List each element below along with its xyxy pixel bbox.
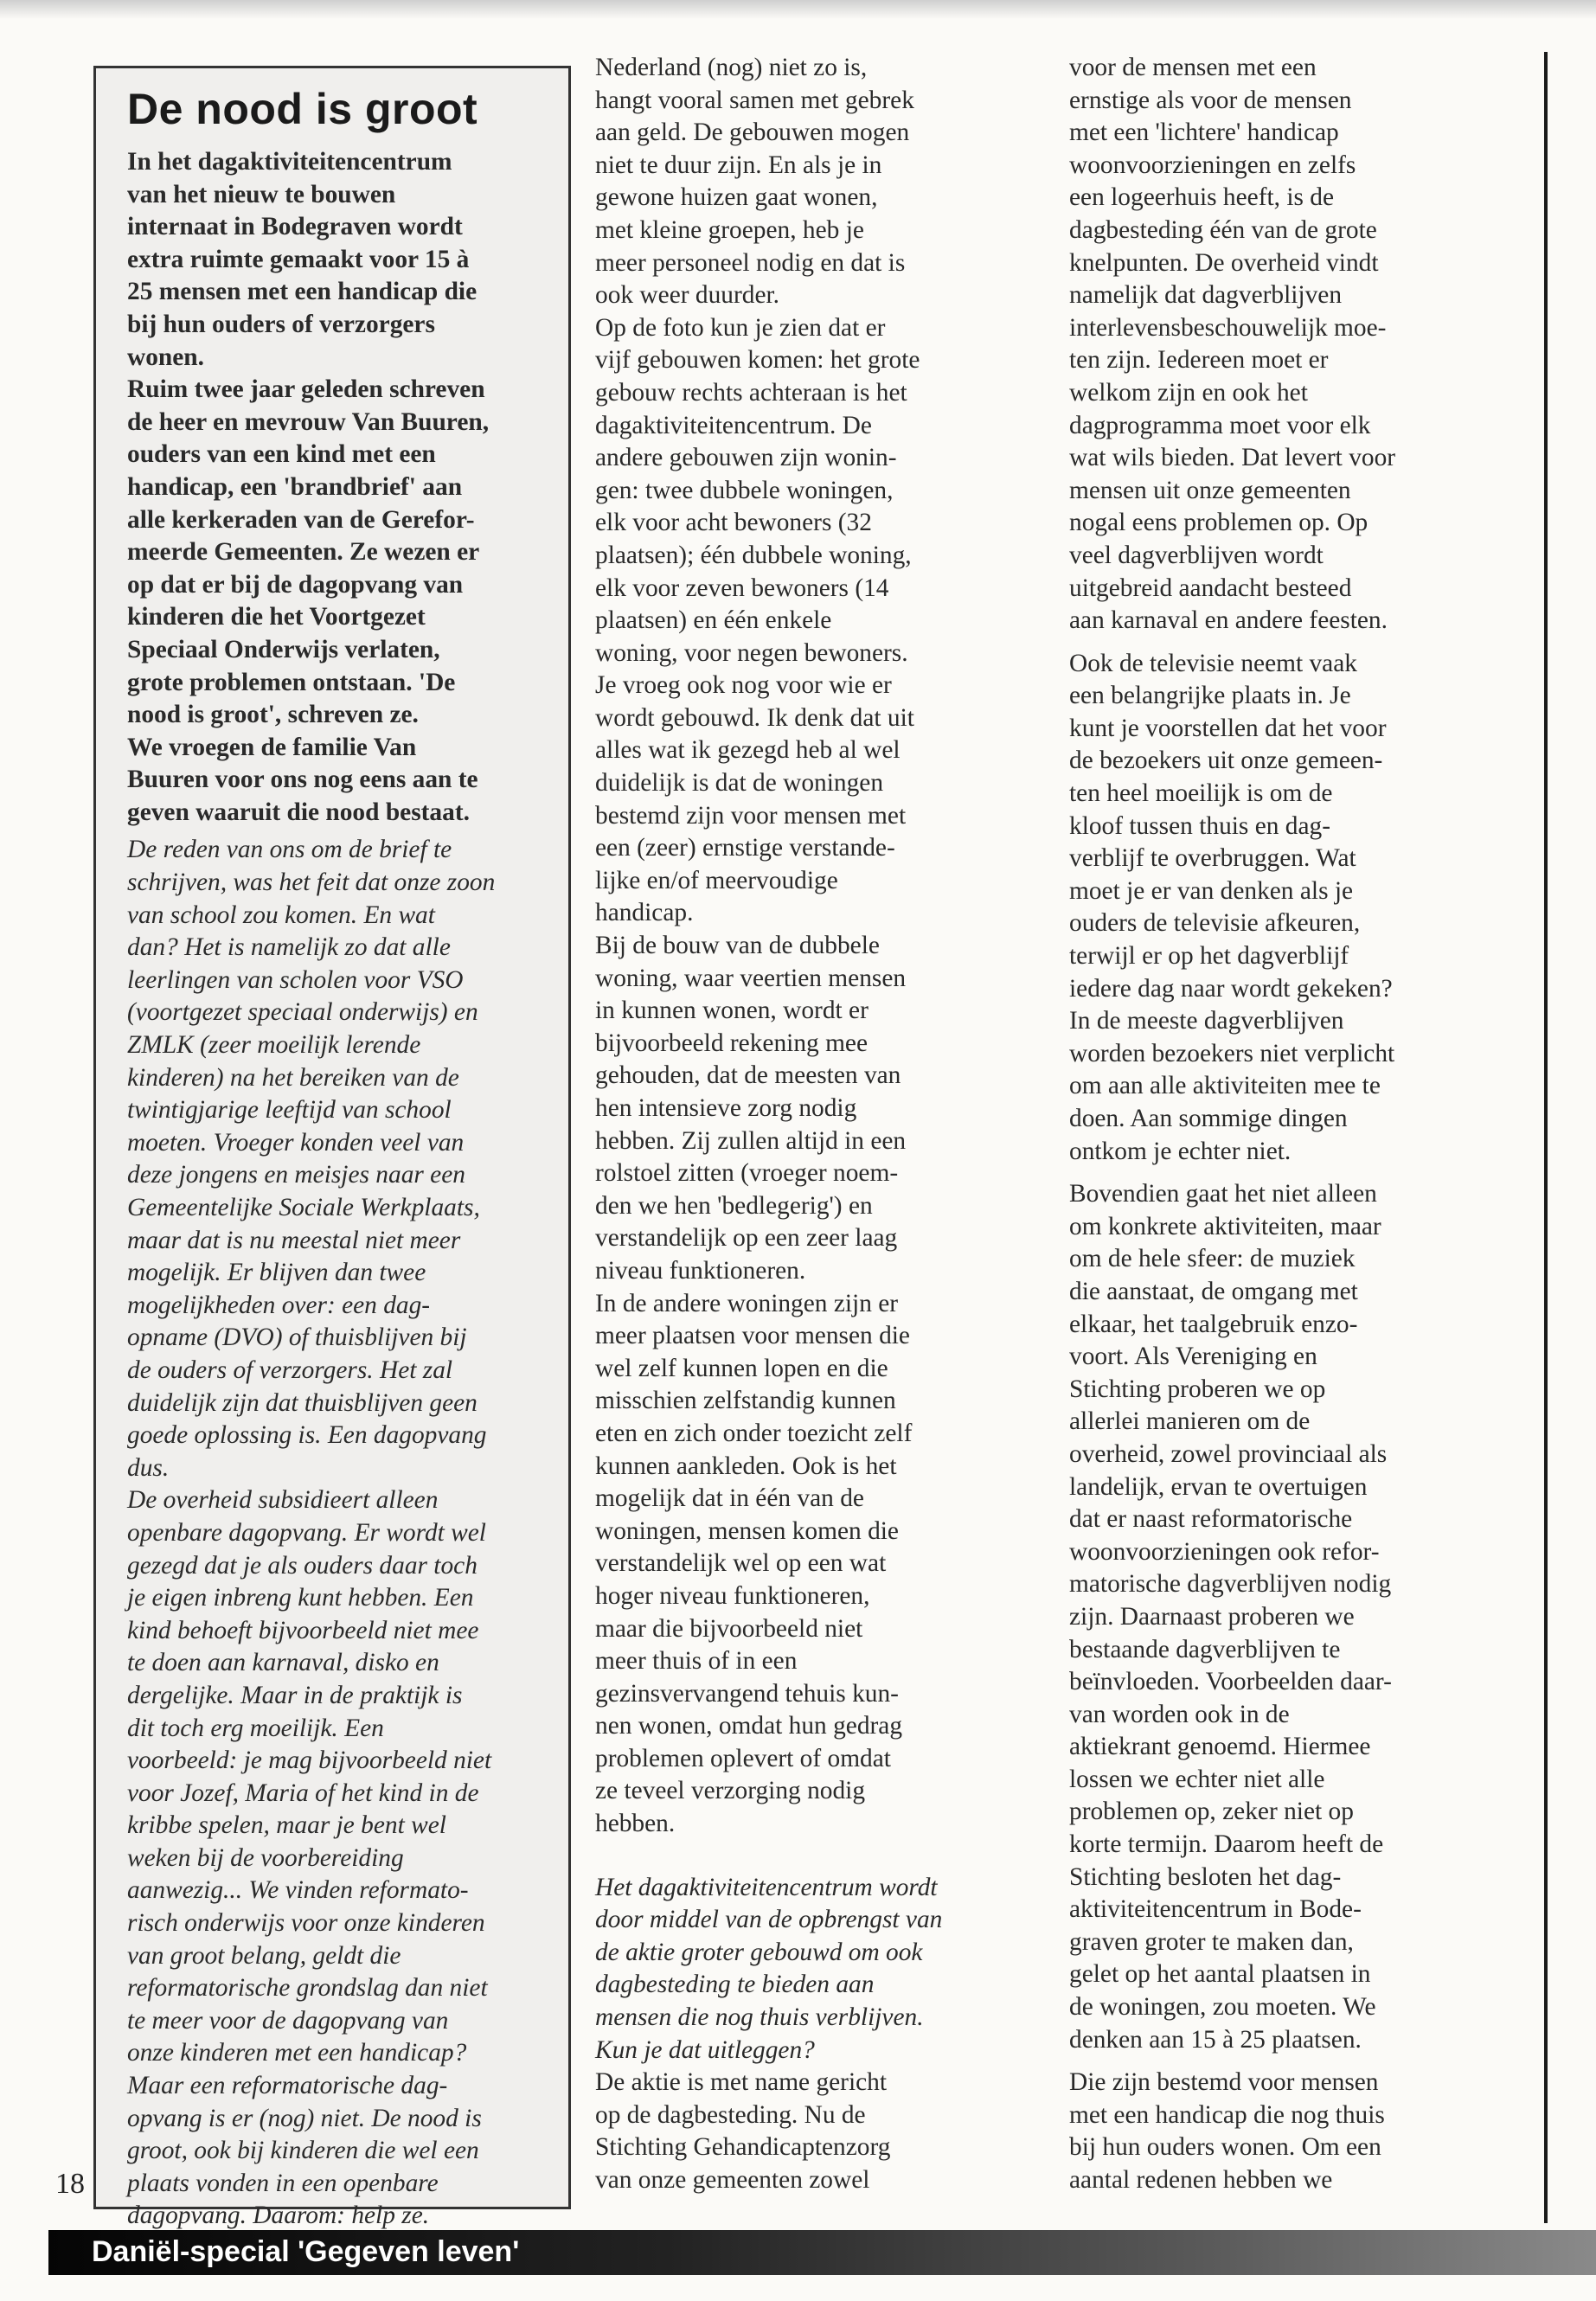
body-paragraph: voor de mensen met een ernstige als voor de mensen met een 'lichtere' handicap woonvoorzieningen en zelfs een logeerhuis heeft, is de dagbesteding één van de grote knelpunten. De overheid vindt namelijk dat dagverblijven interlevensbeschouwelijk moe- ten zijn. Iedereen moet er welkom zijn en ook het dagprogramma moet voor elk wat wils bieden. Dat levert voor mensen uit onze gemeenten nogal eens problemen op. Op veel dagverblijven wordt uitgebreid aandacht besteed aan karnaval en andere feesten. xyxy=(1069,54,1396,635)
body-paragraph: De aktie is met name gericht op de dagbesteding. Nu de Stichting Gehandicaptenzorg van onze gemeenten zowel xyxy=(595,2068,891,2194)
body-paragraph: Bovendien gaat het niet alleen om konkrete aktiviteiten, maar om de hele sfeer: de muziek die aanstaat, de omgang met elkaar, het taalgebruik enzo- voort. Als Vereniging en Stichting proberen we op allerlei manieren om de overheid, zowel provinciaal als landelijk, ervan te overtuigen dat er naast reformatorische woonvoorzieningen ook refor- matorische dagverblijven nodig zijn. Daarnaast proberen we bestaande dagverblijven te beïnvloeden. Voorbeelden daar- van worden ook in de aktiekrant genoemd. Hiermee lossen we echter niet alle problemen op, zeker niet op korte termijn. Daarom heeft de Stichting besloten het dag- aktiviteitencentrum in Bode- graven groter te maken dan, gelet op het aantal plaatsen in de woningen, zou moeten. We denken aan 15 à 25 plaatsen. xyxy=(1069,1180,1392,2054)
page-number: 18 xyxy=(55,2168,85,2200)
body-paragraph: Die zijn bestemd voor mensen met een handicap die nog thuis bij hun ouders wonen. Om een aantal redenen hebben we xyxy=(1069,2068,1385,2194)
intro-paragraph: In het dagaktiviteitencentrum van het nieuw te bouwen internaat in Bodegraven wordt extra ruimte gemaakt voor 15 à 25 mensen met een handicap die bij hun ouders of verzorgers wonen. Ruim twee jaar geleden schreven de heer en mevrouw Van Buuren, ouders van een kind met een handicap, een 'brandbrief' aan alle kerkeraden van de Gerefor- meerde Gemeenten. Ze wezen er op dat er bij de dagopvang van kinderen die het Voortgezet Speciaal Onderwijs verlaten, grote problemen ontstaan. 'De nood is groot', schreven ze. We vroegen de familie Van Buuren voor ons nog eens aan te geven waaruit die nood bestaat. xyxy=(127,148,490,826)
scan-top-edge xyxy=(0,0,1596,19)
text-column-2 xyxy=(595,52,1021,2197)
column-divider xyxy=(1544,52,1548,2223)
interview-question: Het dagaktiviteitencentrum wordt door middel van de opbrengst van de aktie groter gebouwd om ook dagbesteding te bieden aan mensen die nog thuis verblijven. Kun je dat uitleggen? xyxy=(595,1873,943,2064)
footer-title: Daniël-special 'Gegeven leven' xyxy=(92,2235,520,2268)
article-title: De nood is groot xyxy=(127,85,478,133)
sidebar-box xyxy=(93,66,571,2230)
footer-banner xyxy=(48,2230,1596,2275)
body-paragraph: Nederland (nog) niet zo is, hangt vooral samen met gebrek aan geld. De gebouwen mogen niet te duur zijn. En als je in gewone huizen gaat wonen, met kleine groepen, heb je meer personeel nodig en dat is ook weer duurder. Op de foto kun je zien dat er vijf gebouwen komen: het grote gebouw rechts achteraan is het dagaktiviteitencentrum. De andere gebouwen zijn wonin- gen: twee dubbele woningen, elk voor acht bewoners (32 plaatsen); één dubbele woning, elk voor zeven bewoners (14 plaatsen) en één enkele woning, voor negen bewoners. Je vroeg ook nog voor wie er wordt gebouwd. Ik denk dat uit alles wat ik gezegd heb al wel duidelijk is dat de woningen bestemd zijn voor mensen met een (zeer) ernstige verstande- lijke en/of meervoudige handicap. Bij de bouw van de dubbele woning, waar veertien mensen in kunnen wonen, wordt er bijvoorbeeld rekening mee gehouden, dat de meesten van hen intensieve zorg nodig hebben. Zij zullen altijd in een rolstoel zitten (vroeger noem- den we hen 'bedlegerig') en verstandelijk op een zeer laag niveau funktioneren. In de andere woningen zijn er meer plaatsen voor mensen die wel zelf kunnen lopen en die misschien zelfstandig kunnen eten en zich onder toezicht zelf kunnen aankleden. Ook is het mogelijk dat in één van de woningen, mensen komen die verstandelijk wel op een wat hoger niveau funktioneren, maar die bijvoorbeeld niet meer thuis of in een gezinsvervangend tehuis kun- nen wonen, omdat hun gedrag problemen oplevert of omdat ze teveel verzorging nodig hebben. xyxy=(595,54,920,1838)
quote-paragraph: De reden van ons om de brief te schrijven, was het feit dat onze zoon van school zou komen. En wat dan? Het is namelijk zo dat alle leerlingen van scholen voor VSO (voortgezet speciaal onderwijs) en ZMLK (zeer moeilijk lerende kinderen) na het bereiken van de twintigjarige leeftijd van school moeten. Vroeger konden veel van deze jongens en meisjes naar een Gemeentelijke Sociale Werkplaats, maar dat is nu meestal niet meer mogelijk. Er blijven dan twee mogelijkheden over: een dag- opname (DVO) of thuisblijven bij de ouders of verzorgers. Het zal duidelijk zijn dat thuisblijven geen goede oplossing is. Een dagopvang dus. De overheid subsidieert alleen openbare dagopvang. Er wordt wel gezegd dat je als ouders daar toch je eigen inbreng kunt hebben. Een kind behoeft bijvoorbeeld niet mee te doen aan karnaval, disko en dergelijke. Maar in de praktijk is dit toch erg moeilijk. Een voorbeeld: je mag bijvoorbeeld niet voor Jozef, Maria of het kind in de kribbe spelen, maar je bent wel weken bij de voorbereiding aanwezig... We vinden reformato- risch onderwijs voor onze kinderen van groot belang, geldt die reformatorische grondslag dan niet te meer voor de dagopvang van onze kinderen met een handicap? Maar een reformatorische dag- opvang is er (nog) niet. De nood is groot, ook bij kinderen die wel een plaats vonden in een openbare dagopvang. Daarom: help ze. xyxy=(127,836,496,2230)
text-column-3 xyxy=(1069,52,1519,2197)
body-paragraph: Ook de televisie neemt vaak een belangrijke plaats in. Je kunt je voorstellen dat het voor de bezoekers uit onze gemeen- ten heel moeilijk is om de kloof tussen thuis en dag- verblijf te overbruggen. Wat moet je er van denken als je ouders de televisie afkeuren, terwijl er op het dagverblijf iedere dag naar wordt gekeken? In de meeste dagverblijven worden bezoekers niet verplicht om aan alle aktiviteiten mee te doen. Aan sommige dingen ontkom je echter niet. xyxy=(1069,649,1395,1165)
